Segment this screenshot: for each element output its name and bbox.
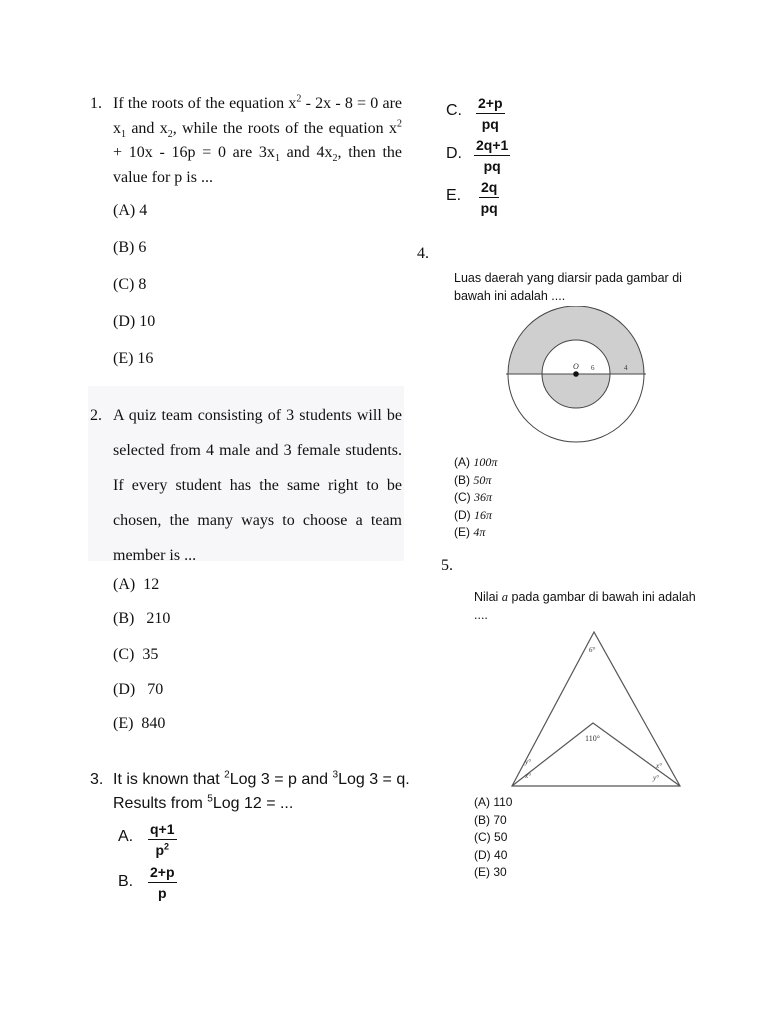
right-lower-angle-label: y° (653, 774, 659, 782)
q3-option-d-letter: D. (446, 145, 462, 162)
question-number: 3. (90, 771, 104, 788)
q3-option-c-fraction: $\frac{2+p}{pq}$ (478, 95, 503, 132)
concentric-circles-figure (500, 306, 660, 450)
question-stem: It is known that $^2$Log 3 = p and $^3$Log 3 = q. Results from $^5$Log 12 = ... (113, 769, 410, 812)
q5-option-d: (D) 40 (474, 847, 508, 862)
q3-option-c-letter: C. (446, 102, 462, 119)
q3-option-e-letter: E. (446, 187, 462, 204)
question-number: 1. (90, 95, 102, 112)
center-label: O (573, 362, 579, 371)
q2-option-c: (C) 35 (113, 646, 159, 663)
question-stem: If the roots of the equation $x^2 - 2x - 8 = 0$ are $x_1$ and $x_2$, while the roots of the equation $x^2 + 10x - 16p = 0$ are $3x_1$ and $4x_2$, then the value for p is ... (113, 93, 403, 186)
q1-option-c: (C) 8 (113, 276, 147, 293)
question-4-number: 4. (417, 245, 429, 262)
q5-option-a: (A) 110 (474, 795, 513, 809)
q2-option-d: (D) 70 (113, 681, 164, 698)
outer-triangle (512, 632, 680, 786)
question-number: 2. (90, 407, 102, 424)
q2-option-b: (B) 210 (113, 610, 171, 627)
top-angle-label: 6° (589, 646, 596, 654)
q5-option-b: (B) 70 (474, 812, 507, 827)
left-upper-angle-label: y° (525, 758, 531, 766)
q3-option-a-fraction: $\frac{q+1}{p^2}$ (150, 821, 175, 858)
left-lower-angle-label: x° (525, 772, 531, 780)
q1-option-e: (E) 16 (113, 350, 154, 367)
q2-option-e: (E) 840 (113, 715, 166, 732)
question-2 (90, 398, 402, 573)
q4-option-e: (E) 4π (454, 525, 486, 539)
question-5-prompt: Nilai a pada gambar di bawah ini adalah .... (474, 590, 696, 622)
inner-angle-label: 110° (585, 734, 600, 743)
question-1 (90, 92, 402, 190)
q1-option-d: (D) 10 (113, 313, 156, 330)
q3-option-a-letter: A. (118, 828, 134, 845)
q4-option-d: (D) 16π (454, 507, 493, 522)
q2-option-a: (A) 12 (113, 576, 160, 593)
q3-option-e-fraction: $\frac{2q}{pq}$ (480, 179, 498, 216)
q1-option-a: (A) 4 (113, 202, 148, 219)
question-3 (90, 768, 410, 816)
question-stem: A quiz team consisting of 3 students will be selected from 4 male and 3 female students. If every student has the same right to be chosen, the many ways to choose a team member is ... (113, 407, 402, 564)
question-4-options (454, 454, 497, 542)
q5-option-e: (E) 30 (474, 865, 507, 879)
right-upper-angle-label: x° (656, 762, 662, 770)
inner-radius-label: 6 (591, 364, 595, 372)
q4-option-b: (B) 50π (454, 472, 492, 487)
center-point (573, 371, 579, 377)
q4-option-c: (C) 36π (454, 490, 493, 504)
triangle-figure (505, 628, 685, 790)
q3-option-d-fraction: $\frac{2q+1}{pq}$ (476, 137, 509, 174)
q3-option-b-fraction: $\frac{2+p}{p}$ (150, 864, 175, 901)
q4-option-a: (A) 100π (454, 455, 498, 469)
question-4-prompt: Luas daerah yang diarsir pada gambar di bawah ini adalah .... (454, 271, 682, 303)
q3-option-b-letter: B. (118, 873, 134, 890)
q1-option-b: (B) 6 (113, 239, 147, 256)
question-5-options (474, 794, 512, 882)
q5-option-c: (C) 50 (474, 830, 508, 844)
ring-width-label: 4 (624, 364, 628, 372)
question-5-number: 5. (441, 557, 453, 574)
